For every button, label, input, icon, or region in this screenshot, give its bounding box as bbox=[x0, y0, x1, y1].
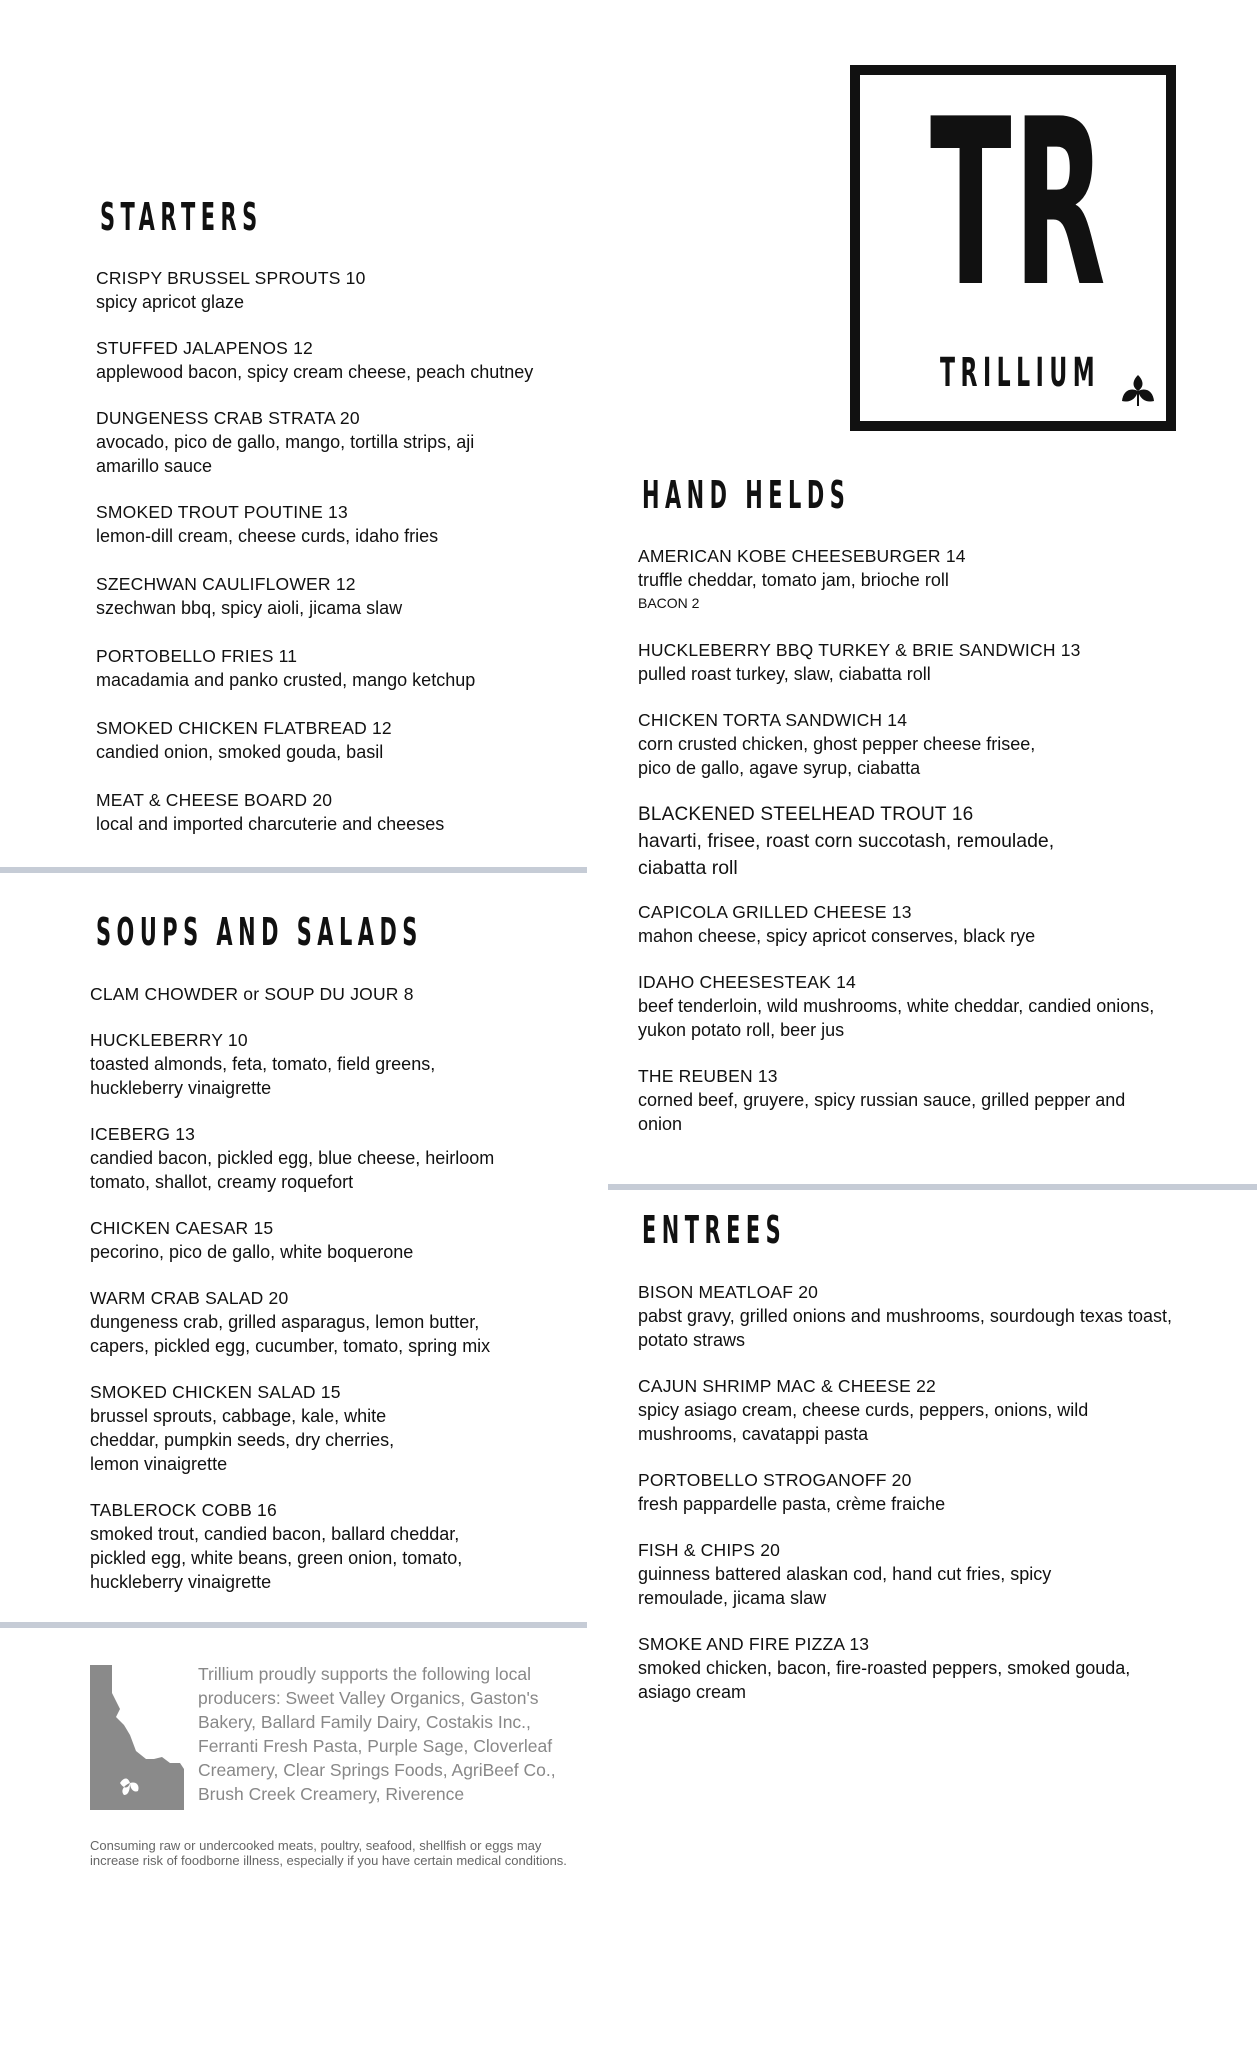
section-divider bbox=[0, 867, 587, 873]
item-description: avocado, pico de gallo, mango, tortilla strips, aji amarillo sauce bbox=[96, 432, 475, 476]
item-name: FISH & CHIPS 20 bbox=[638, 1540, 781, 1560]
menu-item bbox=[90, 1498, 510, 1594]
item-description: smoked trout, candied bacon, ballard cheddar, pickled egg, white beans, green onion, tomato, huckleberry vinaigrette bbox=[90, 1524, 463, 1592]
menu-item bbox=[96, 406, 536, 478]
item-description: truffle cheddar, tomato jam, brioche roll bbox=[638, 570, 949, 590]
item-addon: BACON 2 bbox=[638, 595, 700, 611]
item-name: CLAM CHOWDER or SOUP DU JOUR 8 bbox=[90, 984, 414, 1004]
menu-item bbox=[638, 1280, 1188, 1352]
item-name: DUNGENESS CRAB STRATA 20 bbox=[96, 408, 360, 428]
item-name: AMERICAN KOBE CHEESEBURGER 14 bbox=[638, 546, 966, 566]
item-name: TABLEROCK COBB 16 bbox=[90, 1500, 277, 1520]
item-name: SMOKE AND FIRE PIZZA 13 bbox=[638, 1634, 870, 1654]
item-description: macadamia and panko crusted, mango ketchup bbox=[96, 670, 476, 690]
item-name: CAPICOLA GRILLED CHEESE 13 bbox=[638, 902, 912, 922]
item-description: pulled roast turkey, slaw, ciabatta roll bbox=[638, 664, 931, 684]
item-description: lemon-dill cream, cheese curds, idaho fries bbox=[96, 526, 439, 546]
item-description: corned beef, gruyere, spicy russian sauce, grilled pepper and onion bbox=[638, 1090, 1126, 1134]
menu-item bbox=[638, 708, 1038, 780]
item-name: THE REUBEN 13 bbox=[638, 1066, 778, 1086]
item-name: HUCKLEBERRY BBQ TURKEY & BRIE SANDWICH 13 bbox=[638, 640, 1081, 660]
item-description: mahon cheese, spicy apricot conserves, black rye bbox=[638, 926, 1036, 946]
item-description: applewood bacon, spicy cream cheese, peach chutney bbox=[96, 362, 534, 382]
item-description: spicy asiago cream, cheese curds, peppers, onions, wild mushrooms, cavatappi pasta bbox=[638, 1400, 1089, 1444]
menu-item bbox=[96, 336, 616, 384]
item-name: HUCKLEBERRY 10 bbox=[90, 1030, 248, 1050]
local-producers-text: Trillium proudly supports the following local producers: Sweet Valley Organics, Gaston's Bakery, Ballard Family Dairy, Costakis Inc., Ferranti Fresh Pasta, Purple Sage, Cloverleaf Creamery, Clear Springs Foods, AgriBeef Co., Brush Creek Creamery, Riverence bbox=[198, 1664, 556, 1804]
item-description: brussel sprouts, cabbage, kale, white cheddar, pumpkin seeds, dry cherries, lemon vinaigrette bbox=[90, 1406, 395, 1474]
item-name: CHICKEN CAESAR 15 bbox=[90, 1218, 274, 1238]
entrees-title: ENTREES bbox=[642, 1208, 787, 1252]
item-description: pabst gravy, grilled onions and mushrooms, sourdough texas toast, potato straws bbox=[638, 1306, 1172, 1350]
menu-item bbox=[96, 266, 616, 314]
logo-brand-name: TRILLIUM bbox=[940, 350, 1101, 396]
trillium-flower-icon bbox=[1120, 373, 1156, 407]
menu-item bbox=[90, 1286, 540, 1358]
hand-helds-title: HAND HELDS bbox=[642, 473, 851, 517]
item-name: SMOKED CHICKEN SALAD 15 bbox=[90, 1382, 341, 1402]
item-description: guinness battered alaskan cod, hand cut fries, spicy remoulade, jicama slaw bbox=[638, 1564, 1052, 1608]
menu-item bbox=[96, 788, 616, 836]
menu-item bbox=[638, 1064, 1138, 1136]
item-name: SZECHWAN CAULIFLOWER 12 bbox=[96, 574, 356, 594]
item-name: ICEBERG 13 bbox=[90, 1124, 196, 1144]
item-name: PORTOBELLO STROGANOFF 20 bbox=[638, 1470, 912, 1490]
menu-item bbox=[96, 644, 616, 692]
item-name: MEAT & CHEESE BOARD 20 bbox=[96, 790, 333, 810]
item-name: STUFFED JALAPENOS 12 bbox=[96, 338, 313, 358]
menu-item bbox=[638, 900, 1178, 948]
item-name: CAJUN SHRIMP MAC & CHEESE 22 bbox=[638, 1376, 936, 1396]
menu-item bbox=[90, 982, 610, 1006]
menu-item bbox=[96, 716, 616, 764]
item-description: spicy apricot glaze bbox=[96, 292, 245, 312]
item-name: SMOKED CHICKEN FLATBREAD 12 bbox=[96, 718, 392, 738]
menu-item bbox=[90, 1122, 540, 1194]
item-name: IDAHO CHEESESTEAK 14 bbox=[638, 972, 856, 992]
item-description: beef tenderloin, wild mushrooms, white cheddar, candied onions, yukon potato roll, beer jus bbox=[638, 996, 1155, 1040]
idaho-state-icon bbox=[90, 1665, 184, 1810]
menu-item bbox=[90, 1028, 510, 1100]
menu-item bbox=[638, 970, 1168, 1042]
menu-item bbox=[96, 572, 616, 620]
item-description: fresh pappardelle pasta, crème fraiche bbox=[638, 1494, 946, 1514]
menu-item bbox=[638, 1374, 1158, 1446]
item-description: local and imported charcuterie and cheeses bbox=[96, 814, 445, 834]
item-description: corn crusted chicken, ghost pepper cheese frisee, pico de gallo, agave syrup, ciabatta bbox=[638, 734, 1036, 778]
item-name: CHICKEN TORTA SANDWICH 14 bbox=[638, 710, 908, 730]
item-description: pecorino, pico de gallo, white boquerone bbox=[90, 1242, 414, 1262]
menu-item bbox=[638, 638, 1158, 686]
menu-item bbox=[638, 1632, 1188, 1704]
menu-item bbox=[638, 1538, 1138, 1610]
section-divider bbox=[0, 1622, 587, 1628]
item-description: smoked chicken, bacon, fire-roasted peppers, smoked gouda, asiago cream bbox=[638, 1658, 1131, 1702]
item-name: WARM CRAB SALAD 20 bbox=[90, 1288, 289, 1308]
menu-item bbox=[90, 1380, 430, 1476]
item-description: candied onion, smoked gouda, basil bbox=[96, 742, 384, 762]
food-safety-disclaimer: Consuming raw or undercooked meats, poultry, seafood, shellfish or eggs may increase risk of foodborne illness, especially if you have certain medical conditions. bbox=[90, 1838, 567, 1868]
menu-item bbox=[638, 544, 1158, 614]
menu-item bbox=[96, 500, 616, 548]
soups-salads-title: SOUPS AND SALADS bbox=[96, 910, 423, 954]
menu-item bbox=[638, 801, 1108, 882]
item-description: candied bacon, pickled egg, blue cheese, heirloom tomato, shallot, creamy roquefort bbox=[90, 1148, 495, 1192]
menu-item bbox=[90, 1216, 610, 1264]
starters-title: STARTERS bbox=[100, 195, 263, 239]
logo-monogram: TR bbox=[930, 71, 1108, 338]
item-name: PORTOBELLO FRIES 11 bbox=[96, 646, 298, 666]
item-description: toasted almonds, feta, tomato, field greens, huckleberry vinaigrette bbox=[90, 1054, 436, 1098]
item-description: szechwan bbq, spicy aioli, jicama slaw bbox=[96, 598, 403, 618]
item-name: CRISPY BRUSSEL SPROUTS 10 bbox=[96, 268, 366, 288]
item-name: BLACKENED STEELHEAD TROUT 16 bbox=[638, 804, 974, 825]
item-name: BISON MEATLOAF 20 bbox=[638, 1282, 819, 1302]
item-name: SMOKED TROUT POUTINE 13 bbox=[96, 502, 348, 522]
item-description: havarti, frisee, roast corn succotash, remoulade, ciabatta roll bbox=[638, 830, 1055, 879]
item-description: dungeness crab, grilled asparagus, lemon butter, capers, pickled egg, cucumber, tomato, spring mix bbox=[90, 1312, 491, 1356]
menu-item bbox=[638, 1468, 1158, 1516]
trillium-logo bbox=[850, 65, 1176, 431]
section-divider bbox=[608, 1184, 1257, 1190]
